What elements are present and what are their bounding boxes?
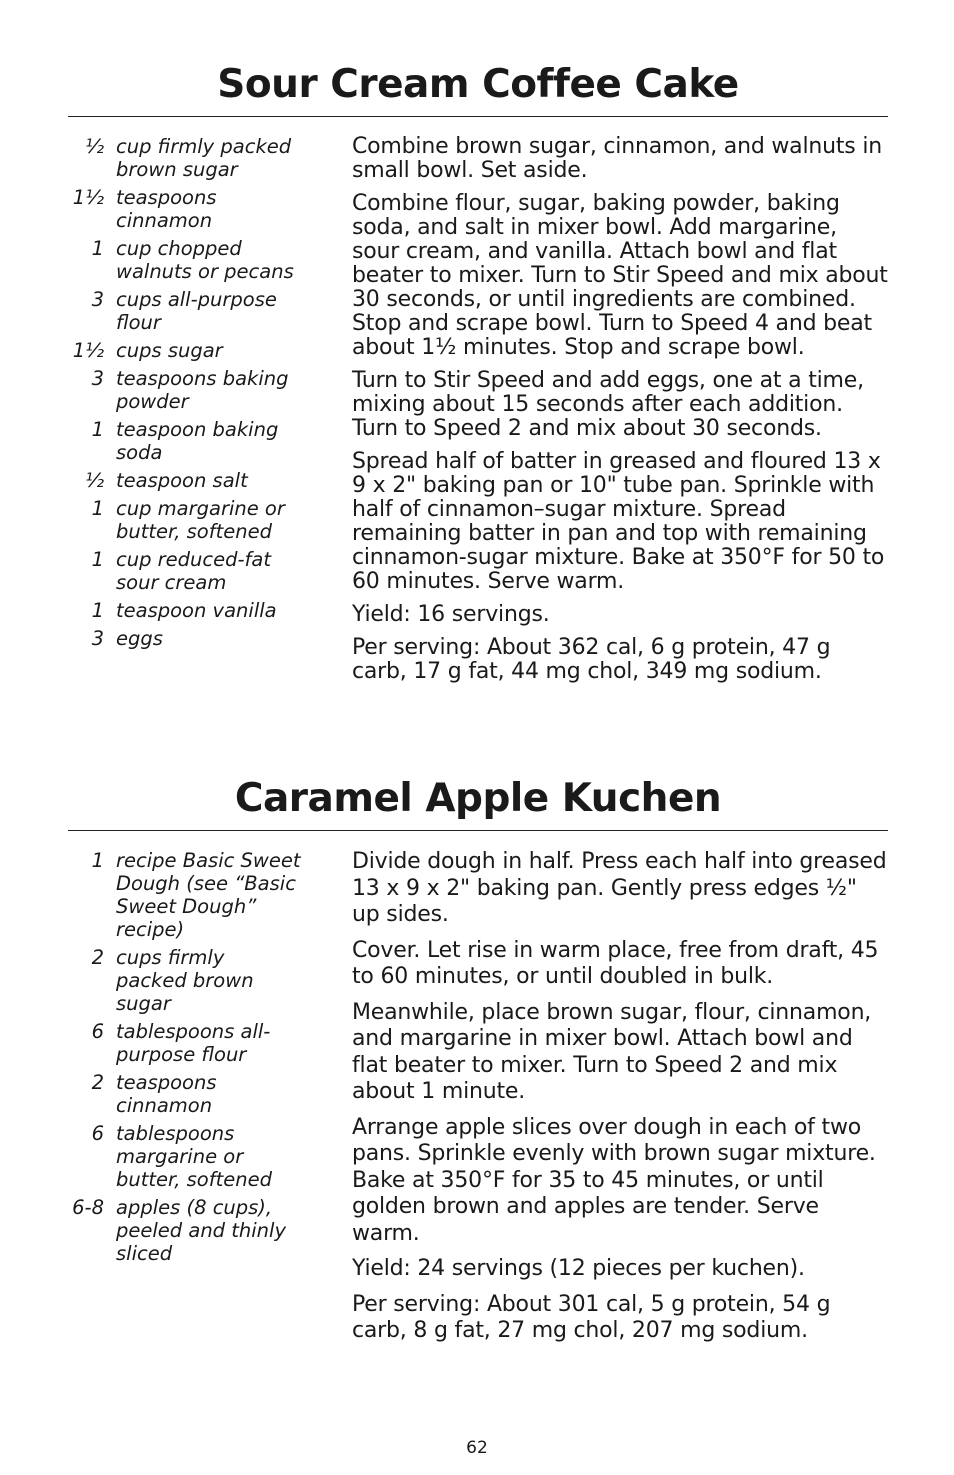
ingredient-name: cup margarine or butter, softened [116,497,285,543]
recipe-sour-cream-coffee-cake [68,58,888,693]
ingredient-name: teaspoon salt [116,469,248,492]
ingredient-quantity: 1 [91,548,104,571]
ingredient-list [68,135,350,693]
direction-step: Combine flour, sugar, baking powder, baking soda, and salt in mixer bowl. Add margarine, sour cream, and vanilla. Attach bowl and flat beater to mixer. Turn to Stir Speed and mix about 30 seconds, or until ingredients are combined. Stop and scrape bowl. Turn to Speed 4 and beat about 1½ minutes. Stop and scrape bowl. [352,191,888,360]
direction-step: Spread half of batter in greased and floured 13 x 9 x 2" baking pan or 10" tube pan. Sprinkle with half of cinnamon–sugar mixture. Spread remaining batter in pan and top with remaining cinnamon-sugar mixture. Bake at 350°F for 50 to 60 minutes. Serve warm. [352,449,885,594]
ingredient-name: recipe Basic Sweet Dough (see “Basic Sweet Dough” recipe) [116,849,301,941]
ingredient-name: eggs [116,627,163,650]
ingredient-item [68,1196,350,1265]
ingredient-item [68,1071,350,1117]
direction-step: Meanwhile, place brown sugar, flour, cinnamon, and margarine in mixer bowl. Attach bowl and flat beater to mixer. Turn to Speed 2 and mix about 1 minute. [352,999,872,1104]
ingredient-name: teaspoons baking powder [116,367,289,413]
ingredient-name: cups firmly packed brown sugar [116,946,254,1015]
ingredient-item [68,946,350,1015]
ingredient-quantity: 2 [91,946,104,969]
ingredient-quantity: ½ [85,469,104,492]
ingredient-name: cups sugar [116,339,223,362]
ingredient-name: cup reduced-fat sour cream [116,548,272,594]
ingredient-item [68,548,350,594]
ingredient-item [68,237,350,283]
ingredient-item [68,627,350,650]
ingredient-quantity: 1 [91,849,104,872]
ingredient-item [68,469,350,492]
ingredient-name: cup chopped walnuts or pecans [116,237,294,283]
ingredient-quantity: 3 [91,627,104,650]
direction-step: Cover. Let rise in warm place, free from draft, 45 to 60 minutes, or until doubled in bulk. [352,937,879,989]
ingredient-name: teaspoon vanilla [116,599,277,622]
directions [350,135,888,693]
nutrition-info: Per serving: About 301 cal, 5 g protein, 54 g carb, 8 g fat, 27 mg chol, 207 mg sodium. [352,1291,831,1343]
ingredient-quantity: 1 [91,237,104,260]
direction-step: Divide dough in half. Press each half into greased 13 x 9 x 2" baking pan. Gently press edges ½" up sides. [352,849,887,927]
nutrition-info: Per serving: About 362 cal, 6 g protein, 47 g carb, 17 g fat, 44 mg chol, 349 mg sodium. [352,635,831,684]
ingredient-item [68,1020,350,1066]
ingredient-quantity: 6-8 [72,1196,104,1219]
recipe-title: Caramel Apple Kuchen [68,772,888,831]
ingredient-name: tablespoons all-purpose flour [116,1020,271,1066]
ingredient-quantity: ½ [85,135,104,158]
ingredient-quantity: 1½ [72,186,104,209]
ingredient-name: teaspoons cinnamon [116,1071,217,1117]
ingredient-item [68,339,350,362]
ingredient-item [68,1122,350,1191]
yield: Yield: 24 servings (12 pieces per kuchen). [352,1256,805,1281]
ingredient-item [68,288,350,334]
direction-step: Combine brown sugar, cinnamon, and walnuts in small bowl. Set aside. [352,134,882,183]
yield: Yield: 16 servings. [352,602,550,627]
page-number: 62 [466,1438,488,1458]
ingredient-item [68,418,350,464]
ingredient-quantity: 2 [91,1071,104,1094]
ingredient-quantity: 1 [91,599,104,622]
ingredient-item [68,367,350,413]
ingredient-quantity: 3 [91,367,104,390]
direction-step: Turn to Stir Speed and add eggs, one at a time, mixing about 15 seconds after each addition. Turn to Speed 2 and mix about 30 seconds. [352,368,864,441]
ingredient-quantity: 3 [91,288,104,311]
ingredient-quantity: 6 [91,1122,104,1145]
ingredient-name: cup firmly packed brown sugar [116,135,292,181]
ingredient-item [68,599,350,622]
recipe-title: Sour Cream Coffee Cake [68,58,888,117]
ingredient-name: apples (8 cups), peeled and thinly sliced [116,1196,286,1265]
recipe-caramel-apple-kuchen [68,772,888,1354]
recipe-body [68,849,888,1354]
ingredient-name: teaspoon baking soda [116,418,279,464]
ingredient-item [68,135,350,181]
ingredient-name: tablespoons margarine or butter, softened [116,1122,272,1191]
ingredient-item [68,186,350,232]
direction-step: Arrange apple slices over dough in each of two pans. Sprinkle evenly with brown sugar mixture. Bake at 350°F for 35 to 45 minutes, or until golden brown and apples are tender. Serve warm. [352,1114,876,1246]
ingredient-item [68,497,350,543]
recipe-body [68,135,888,693]
ingredient-name: cups all-purpose flour [116,288,277,334]
ingredient-name: teaspoons cinnamon [116,186,217,232]
ingredient-item [68,849,350,941]
ingredient-quantity: 1 [91,418,104,441]
ingredient-list [68,849,350,1354]
ingredient-quantity: 1½ [72,339,104,362]
ingredient-quantity: 6 [91,1020,104,1043]
directions [350,849,888,1354]
ingredient-quantity: 1 [91,497,104,520]
